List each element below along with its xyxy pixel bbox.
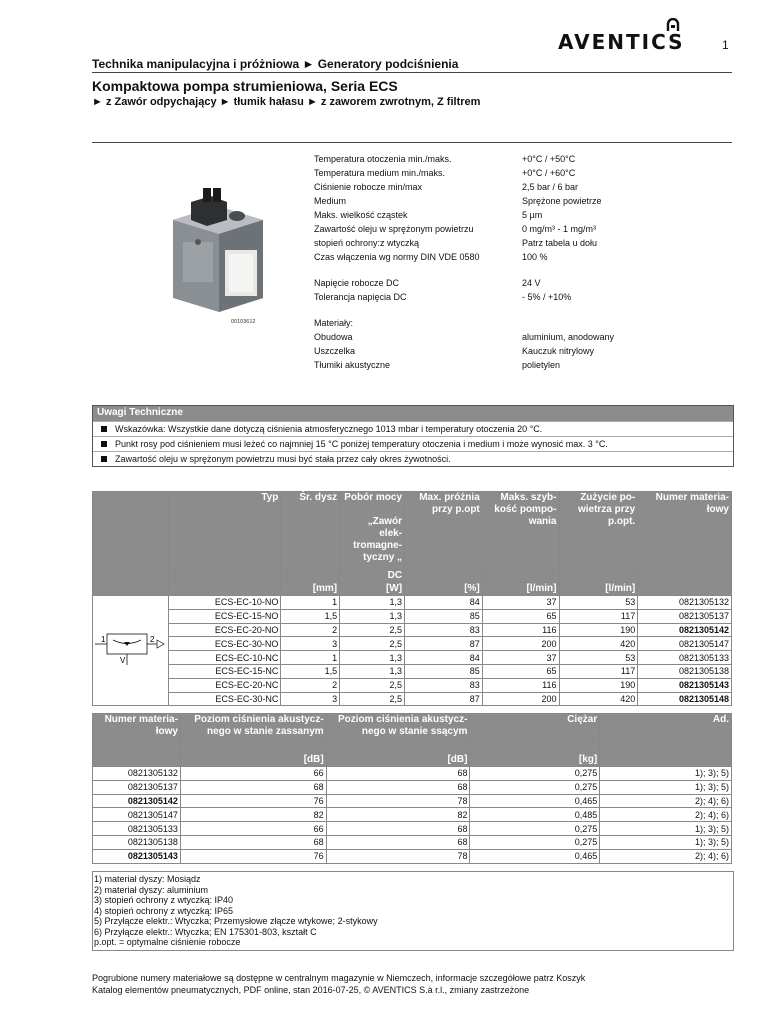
cell-ssacym: 68 xyxy=(326,767,470,781)
col-szyb: Maks. szyb-kość pompo-wania xyxy=(482,492,559,570)
cell-typ: ECS-EC-10-NC xyxy=(169,651,281,665)
cell-ad: 1); 3); 5) xyxy=(600,835,732,849)
brand-logo: AVENTICS xyxy=(558,30,685,54)
cell-num: 0821305137 xyxy=(638,609,732,623)
table-row xyxy=(93,822,732,836)
cell-num: 0821305133 xyxy=(93,822,181,836)
spec-value: +0°C / +60°C xyxy=(522,168,576,178)
spec-row xyxy=(314,266,734,278)
cell-prozn: 87 xyxy=(405,692,483,706)
cell-typ: ECS-EC-30-NC xyxy=(169,692,281,706)
page-footer xyxy=(92,972,585,996)
product-photo xyxy=(165,180,265,320)
table-row xyxy=(93,808,732,822)
unit-prozn: [%] xyxy=(405,583,483,596)
spec-value xyxy=(522,318,734,332)
spec-row xyxy=(314,168,734,182)
spec-value: 0 mg/m³ - 1 mg/m³ xyxy=(522,224,597,234)
cell-num: 0821305143 xyxy=(638,678,732,692)
note-text: Punkt rosy pod ciśnieniem musi leżeć co najmniej 15 °C poniżej temperatury otoczenia i medium i może wynosić max. 3 °C. xyxy=(115,439,608,449)
spec-row xyxy=(314,252,734,266)
spec-value: Sprężone powietrze xyxy=(522,196,602,206)
symbol-header xyxy=(93,492,169,570)
table-row xyxy=(93,609,732,623)
cell-pobor: 1,3 xyxy=(340,596,405,610)
product-table xyxy=(92,491,732,706)
spec-key: stopień ochrony:z wtyczką xyxy=(314,238,420,248)
cell-zassanym: 68 xyxy=(180,780,326,794)
cell-pobor: 1,3 xyxy=(340,609,405,623)
cell-szyb: 200 xyxy=(482,692,559,706)
spec-key: Uszczelka xyxy=(314,346,356,356)
cell-num: 0821305147 xyxy=(93,808,181,822)
col-typ: Typ xyxy=(169,492,281,570)
cell-zuzycie: 117 xyxy=(559,609,638,623)
note-item xyxy=(93,436,733,451)
cell-ad: 2); 4); 6) xyxy=(600,808,732,822)
spec-list xyxy=(314,154,734,374)
footnote: 1) materiał dyszy: Mosiądz xyxy=(94,874,201,884)
spec-key: Zawartość oleju w sprężonym powietrzu xyxy=(314,224,474,234)
cell-ssacym: 68 xyxy=(326,780,470,794)
table-row xyxy=(93,794,732,808)
cell-num: 0821305133 xyxy=(638,651,732,665)
cell-prozn: 84 xyxy=(405,651,483,665)
cell-ad: 1); 3); 5) xyxy=(600,780,732,794)
note-text: Wskazówka: Wszystkie dane dotyczą ciśnienia atmosferycznego 1013 mbar i temperatury otoczenia 20 °C. xyxy=(115,424,543,434)
spec-key xyxy=(314,266,522,278)
cell-typ: ECS-EC-10-NO xyxy=(169,596,281,610)
spec-row xyxy=(314,292,734,306)
cell-dysz: 1,5 xyxy=(281,664,340,678)
table-row xyxy=(93,678,732,692)
spec-row xyxy=(314,318,734,332)
cell-ad: 2); 4); 6) xyxy=(600,849,732,863)
cell-num: 0821305142 xyxy=(638,623,732,637)
note-text: Zawartość oleju w sprężonym powietrzu musi być stała przez cały okres żywotności. xyxy=(115,454,451,464)
cell-szyb: 37 xyxy=(482,651,559,665)
cell-dysz: 1 xyxy=(281,596,340,610)
header-divider xyxy=(92,72,732,73)
spec-row xyxy=(314,306,734,318)
spec-row xyxy=(314,346,734,360)
cell-szyb: 116 xyxy=(482,678,559,692)
notes-header: Uwagi Techniczne xyxy=(93,406,733,421)
spec-key: Temperatura otoczenia min./maks. xyxy=(314,154,452,164)
col-zuzycie: Zużycie po-wietrza przy p.opt. xyxy=(559,492,638,570)
cell-pobor: 2,5 xyxy=(340,692,405,706)
cell-szyb: 65 xyxy=(482,664,559,678)
spec-value: 5 µm xyxy=(522,210,543,220)
table-row xyxy=(93,780,732,794)
spec-key: Ciśnienie robocze min/max xyxy=(314,182,423,192)
page-title: Kompaktowa pompa strumieniowa, Seria ECS xyxy=(92,78,398,94)
cell-dysz: 1 xyxy=(281,651,340,665)
valve-symbol xyxy=(93,596,169,706)
cell-num: 0821305132 xyxy=(638,596,732,610)
spec-key: Obudowa xyxy=(314,332,353,342)
footnotes xyxy=(92,871,734,951)
cell-zuzycie: 190 xyxy=(559,678,638,692)
cell-num: 0821305138 xyxy=(638,664,732,678)
table-row xyxy=(93,664,732,678)
unit-zuzycie: [l/min] xyxy=(559,583,638,596)
unit-szyb: [l/min] xyxy=(482,583,559,596)
spec-row xyxy=(314,238,734,252)
spec-key: Tolerancja napięcia DC xyxy=(314,292,407,302)
cell-ad: 1); 3); 5) xyxy=(600,767,732,781)
footnote: 3) stopień ochrony z wtyczką: IP40 xyxy=(94,895,234,905)
cell-dysz: 3 xyxy=(281,692,340,706)
pobor-dc-label: DC xyxy=(340,570,405,583)
footnote: p.opt. = optymalne ciśnienie robocze xyxy=(94,937,241,947)
cell-num: 0821305138 xyxy=(93,835,181,849)
spec-key xyxy=(314,306,522,318)
table-row xyxy=(93,849,732,863)
spec-value: - 5% / +10% xyxy=(522,292,572,302)
note-item xyxy=(93,421,733,436)
cell-pobor: 2,5 xyxy=(340,678,405,692)
spec-row xyxy=(314,154,734,168)
spec-value: 2,5 bar / 6 bar xyxy=(522,182,579,192)
cell-zassanym: 66 xyxy=(180,822,326,836)
cell-ad: 2); 4); 6) xyxy=(600,794,732,808)
cell-num: 0821305148 xyxy=(638,692,732,706)
cell-ssacym: 68 xyxy=(326,835,470,849)
technical-notes xyxy=(92,405,734,467)
unit-pobor: [W] xyxy=(340,583,405,596)
category-breadcrumb: Technika manipulacyjna i próżniowa ► Generatory podciśnienia xyxy=(92,57,459,71)
spec-row xyxy=(314,182,734,196)
table-row xyxy=(93,835,732,849)
cell-typ: ECS-EC-20-NO xyxy=(169,623,281,637)
footer-line-2: Katalog elementów pneumatycznych, PDF online, stan 2016-07-25, © AVENTICS S.à r.l., zmiany zastrzeżone xyxy=(92,985,530,995)
cell-num: 0821305143 xyxy=(93,849,181,863)
cell-prozn: 84 xyxy=(405,596,483,610)
cell-pobor: 2,5 xyxy=(340,637,405,651)
cell-typ: ECS-EC-15-NC xyxy=(169,664,281,678)
cell-ciezar: 0,275 xyxy=(470,767,600,781)
cell-ad: 1); 3); 5) xyxy=(600,822,732,836)
footnote: 2) materiał dyszy: aluminium xyxy=(94,884,209,895)
cell-szyb: 200 xyxy=(482,637,559,651)
footnote: 4) stopień ochrony z wtyczką: IP65 xyxy=(94,905,234,916)
cell-zuzycie: 53 xyxy=(559,596,638,610)
page-number: 1 xyxy=(722,38,729,52)
logo-mark-icon xyxy=(666,18,680,32)
cell-ciezar: 0,275 xyxy=(470,780,600,794)
spec-key: Maks. wielkość cząstek xyxy=(314,210,408,220)
col2-num: Numer materia-łowy xyxy=(93,714,181,741)
table-row xyxy=(93,623,732,637)
spec-value: aluminium, anodowany xyxy=(522,332,615,342)
port-1-label: 1 xyxy=(101,635,106,645)
footnote: 6) Przyłącze elektr.: Wtyczka; EN 175301-803, kształt C xyxy=(94,926,317,937)
spec-row xyxy=(314,224,734,238)
spec-key: Temperatura medium min./maks. xyxy=(314,168,446,178)
cell-ciezar: 0,485 xyxy=(470,808,600,822)
footer-line-1: Pogrubione numery materiałowe są dostępne w centralnym magazynie w Niemczech, informacje szczegółowe patrz Koszyk xyxy=(92,973,586,983)
table-row xyxy=(93,651,732,665)
page-subtitle: ► z Zawór odpychający ► tłumik hałasu ► z zaworem zwrotnym, Z filtrem xyxy=(92,96,481,108)
title-divider xyxy=(92,142,732,143)
port-2-label: 2 xyxy=(150,635,155,645)
col2-zassanym: Poziom ciśnienia akustycz-nego w stanie zassanym xyxy=(180,714,326,741)
spec-value: 24 V xyxy=(522,278,541,288)
cell-ssacym: 78 xyxy=(326,849,470,863)
table-row xyxy=(93,637,732,651)
cell-szyb: 65 xyxy=(482,609,559,623)
spec-key: Medium xyxy=(314,196,347,206)
spec-value: Patrz tabela u dołu xyxy=(522,238,598,248)
unit2-ssacym: [dB] xyxy=(326,754,470,767)
cell-prozn: 87 xyxy=(405,637,483,651)
spec-key: Materiały: xyxy=(314,318,354,328)
ejector-symbol-icon xyxy=(93,597,168,701)
cell-ssacym: 68 xyxy=(326,822,470,836)
spec-row xyxy=(314,360,734,374)
bullet-square-icon xyxy=(101,441,107,447)
cell-prozn: 83 xyxy=(405,678,483,692)
cell-ciezar: 0,275 xyxy=(470,835,600,849)
port-v-label: V xyxy=(120,656,126,666)
cell-typ: ECS-EC-15-NO xyxy=(169,609,281,623)
col-dysz: Śr. dysz xyxy=(281,492,340,570)
bullet-square-icon xyxy=(101,456,107,462)
cell-prozn: 83 xyxy=(405,623,483,637)
col-pobor: Pobór mocy „Zawór elek-tromagne-tyczny „ xyxy=(340,492,405,570)
spec-key: Tłumiki akustyczne xyxy=(314,360,391,370)
cell-num: 0821305132 xyxy=(93,767,181,781)
cell-pobor: 1,3 xyxy=(340,651,405,665)
cell-ciezar: 0,275 xyxy=(470,822,600,836)
cell-prozn: 85 xyxy=(405,609,483,623)
footnote: 5) Przyłącze elektr.: Wtyczka; Przemysłowe złącze wtykowe; 2-stykowy xyxy=(94,916,378,926)
cell-typ: ECS-EC-30-NO xyxy=(169,637,281,651)
cell-zassanym: 82 xyxy=(180,808,326,822)
cell-zassanym: 66 xyxy=(180,767,326,781)
cell-dysz: 2 xyxy=(281,623,340,637)
col-num: Numer materia-łowy xyxy=(638,492,732,570)
cell-num: 0821305137 xyxy=(93,780,181,794)
unit2-zassanym: [dB] xyxy=(180,754,326,767)
spec-value: Kauczuk nitrylowy xyxy=(522,346,595,356)
spec-value: polietylen xyxy=(522,360,561,370)
spec-row xyxy=(314,196,734,210)
cell-dysz: 1,5 xyxy=(281,609,340,623)
cell-zassanym: 76 xyxy=(180,794,326,808)
cell-zuzycie: 420 xyxy=(559,637,638,651)
unit2-ciezar: [kg] xyxy=(470,754,600,767)
cell-prozn: 85 xyxy=(405,664,483,678)
spec-value xyxy=(522,306,734,318)
cell-zassanym: 76 xyxy=(180,849,326,863)
col-prozn: Max. próżnia przy p.opt xyxy=(405,492,483,570)
col2-ssacym: Poziom ciśnienia akustycz-nego w stanie ssącym xyxy=(326,714,470,741)
cell-szyb: 116 xyxy=(482,623,559,637)
table-row xyxy=(93,767,732,781)
acoustic-table xyxy=(92,713,732,864)
cell-zuzycie: 53 xyxy=(559,651,638,665)
col2-ad: Ad. xyxy=(600,714,732,741)
cell-zuzycie: 420 xyxy=(559,692,638,706)
col2-ciezar: Ciężar xyxy=(470,714,600,741)
cell-num: 0821305142 xyxy=(93,794,181,808)
bullet-square-icon xyxy=(101,426,107,432)
cell-pobor: 1,3 xyxy=(340,664,405,678)
spec-row xyxy=(314,332,734,346)
spec-key: Czas włączenia wg normy DIN VDE 0580 xyxy=(314,252,480,262)
spec-row xyxy=(314,278,734,292)
cell-zuzycie: 190 xyxy=(559,623,638,637)
spec-key: Napięcie robocze DC xyxy=(314,278,400,288)
cell-ssacym: 78 xyxy=(326,794,470,808)
cell-num: 0821305147 xyxy=(638,637,732,651)
spec-value: +0°C / +50°C xyxy=(522,154,576,164)
spec-value xyxy=(522,266,734,278)
spec-row xyxy=(314,210,734,224)
table-row xyxy=(93,596,732,610)
note-item xyxy=(93,451,733,466)
cell-ciezar: 0,465 xyxy=(470,849,600,863)
cell-dysz: 3 xyxy=(281,637,340,651)
cell-zassanym: 68 xyxy=(180,835,326,849)
cell-ciezar: 0,465 xyxy=(470,794,600,808)
cell-ssacym: 82 xyxy=(326,808,470,822)
cell-szyb: 37 xyxy=(482,596,559,610)
cell-pobor: 2,5 xyxy=(340,623,405,637)
cell-typ: ECS-EC-20-NC xyxy=(169,678,281,692)
spec-value: 100 % xyxy=(522,252,548,262)
table-row xyxy=(93,692,732,706)
photo-code: 00103612 xyxy=(231,319,256,325)
cell-dysz: 2 xyxy=(281,678,340,692)
unit-dysz: [mm] xyxy=(281,583,340,596)
cell-zuzycie: 117 xyxy=(559,664,638,678)
